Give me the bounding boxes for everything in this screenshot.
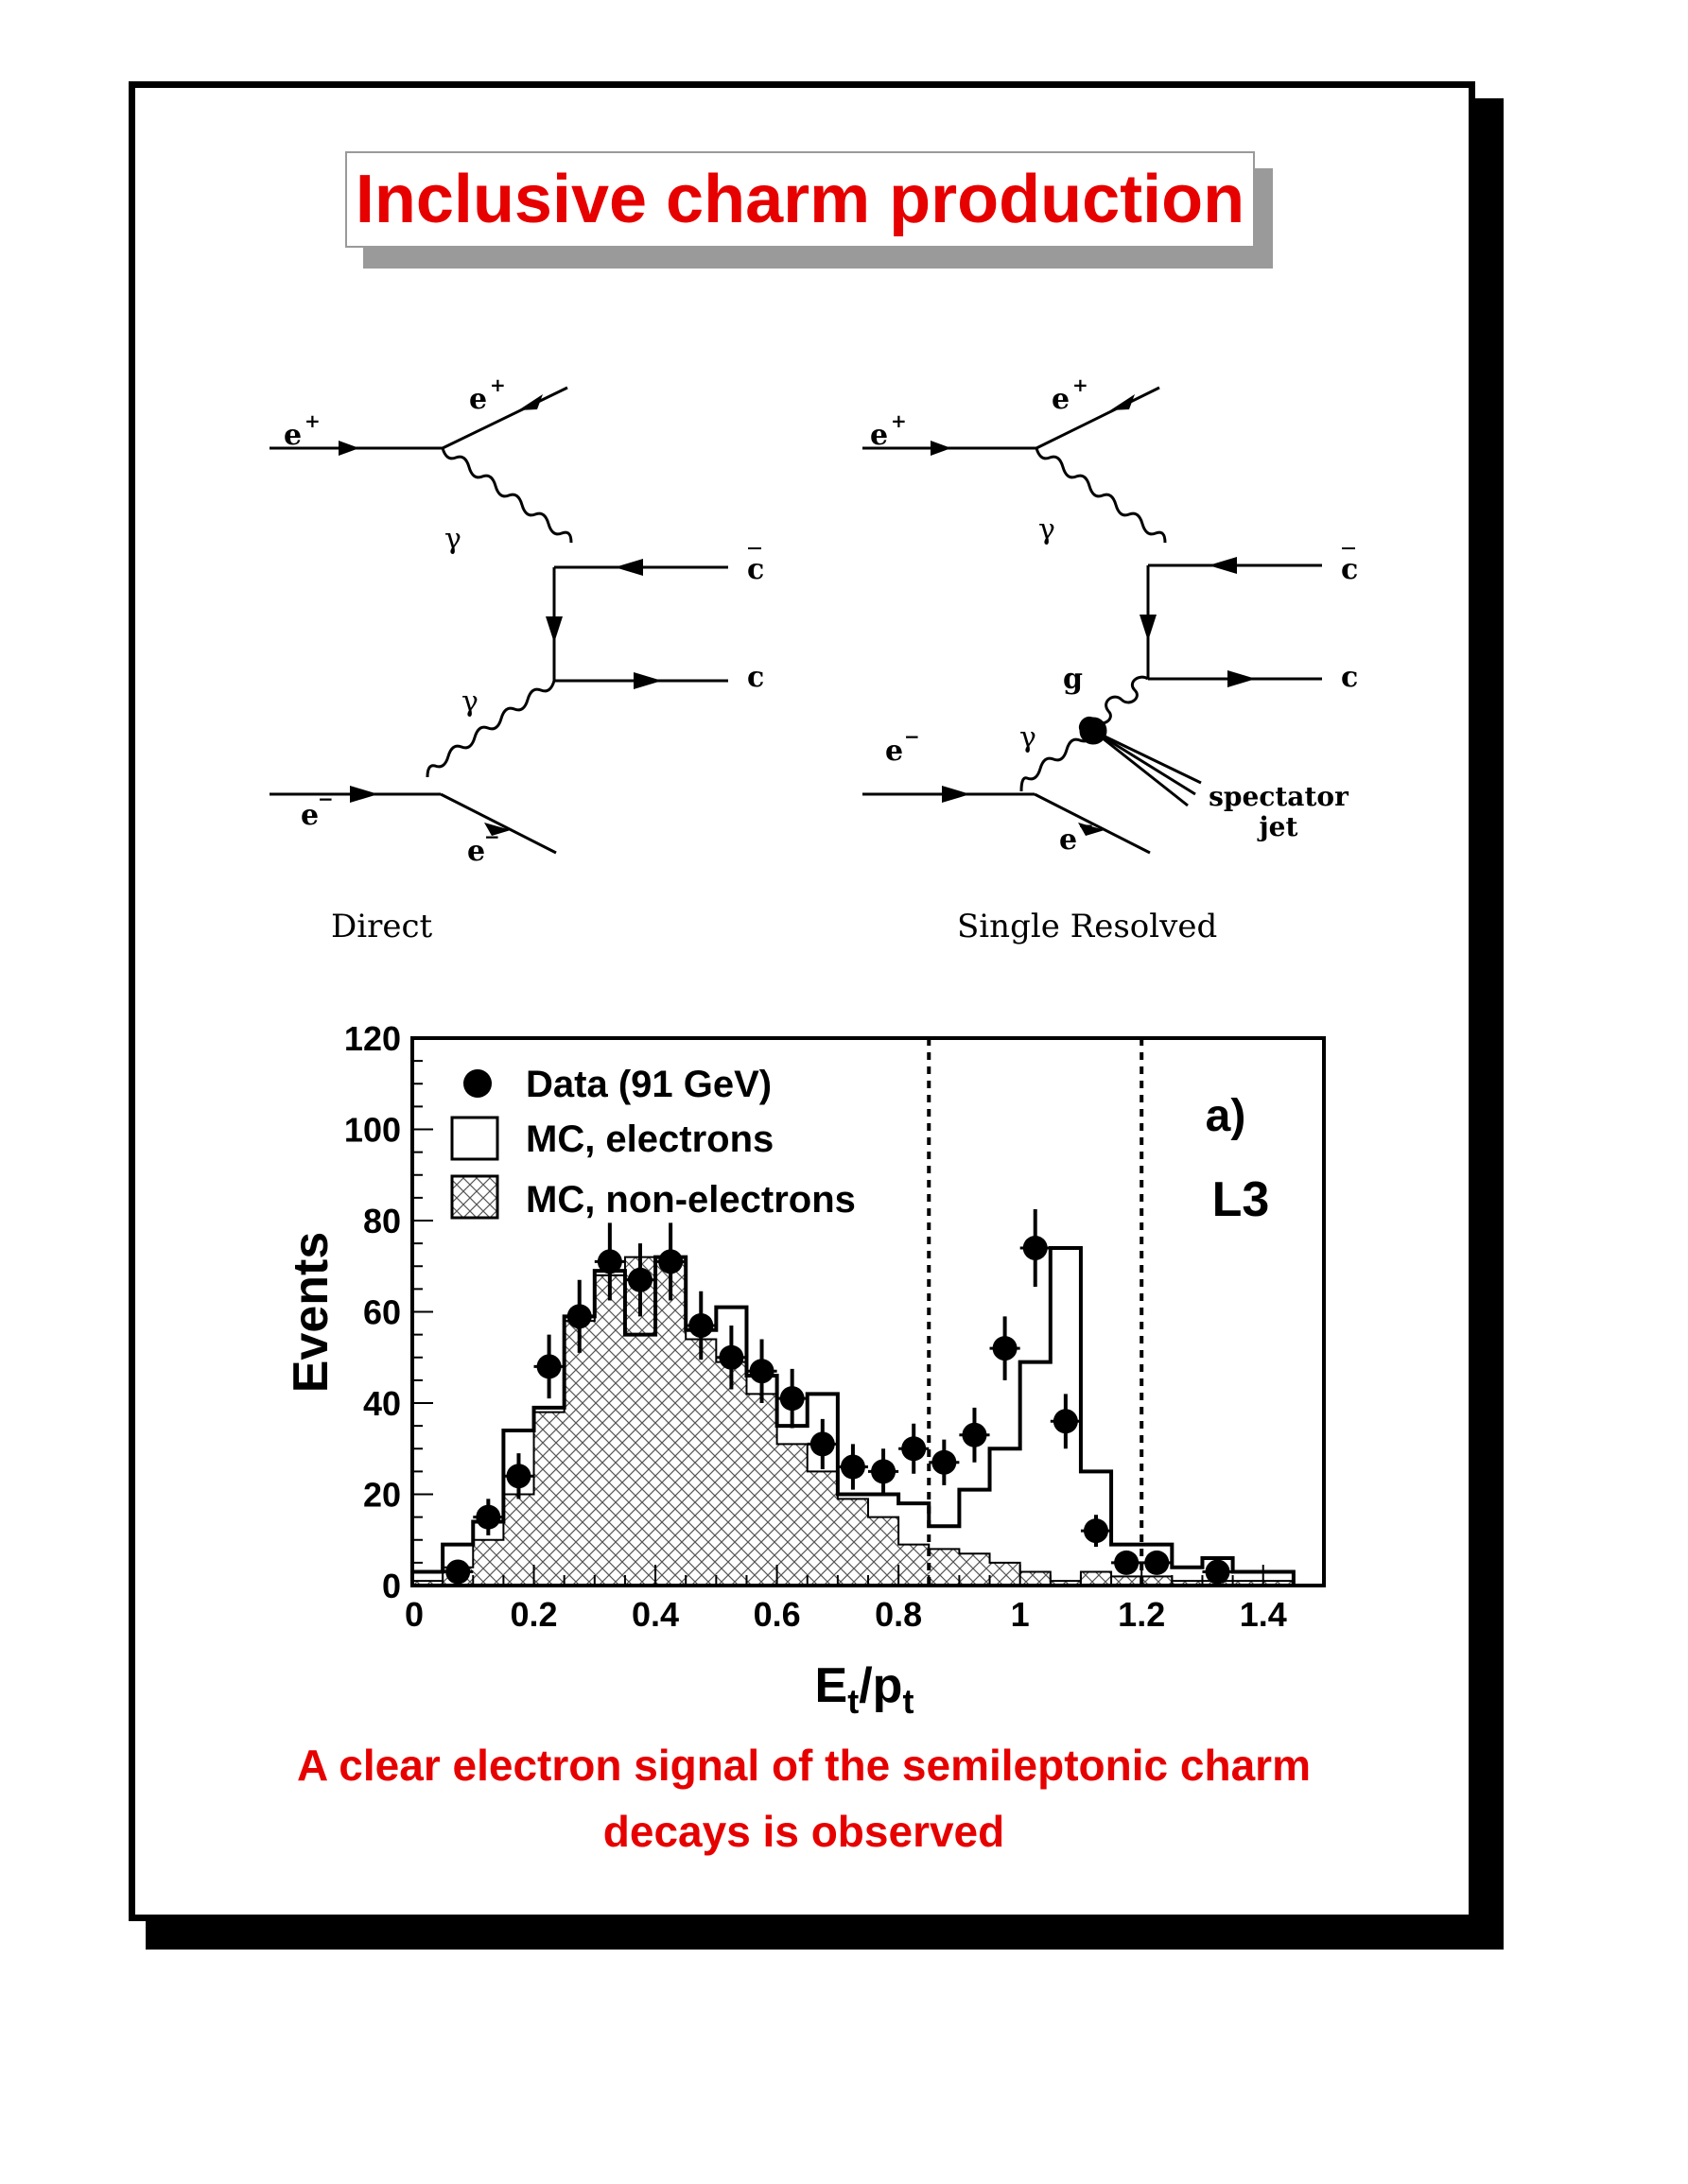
x-tick-label: 0 <box>404 1595 425 1634</box>
y-tick-label: 40 <box>362 1384 401 1423</box>
data-point <box>688 1313 713 1338</box>
data-point <box>1114 1551 1139 1575</box>
data-point <box>445 1560 470 1585</box>
x-tick-label: 0.4 <box>632 1595 680 1634</box>
data-point <box>598 1249 622 1274</box>
direct-label-c: c <box>747 661 765 694</box>
direct-label-e-plus-in: e <box>284 419 303 452</box>
x-tick-label: 1.2 <box>1118 1595 1166 1634</box>
data-point <box>780 1386 805 1411</box>
data-point <box>1144 1551 1169 1575</box>
data-point <box>901 1436 926 1461</box>
x-tick-label: 1 <box>1010 1595 1030 1634</box>
data-point <box>810 1431 835 1456</box>
x-axis-label-sub2: t <box>902 1682 914 1721</box>
resolved-label-e-minus-out: e <box>1059 823 1078 857</box>
data-point <box>871 1459 896 1483</box>
legend-label-data: Data (91 GeV) <box>526 1064 773 1105</box>
y-tick-label: 100 <box>343 1110 401 1150</box>
resolved-label-cbar: c <box>1341 553 1359 586</box>
data-point <box>537 1354 562 1378</box>
resolved-label-e-plus-in: e <box>870 419 889 452</box>
data-point <box>506 1464 531 1488</box>
x-tick-label: 1.4 <box>1239 1595 1287 1634</box>
data-point <box>750 1359 774 1383</box>
x-axis-label-sub1: t <box>847 1682 860 1721</box>
resolved-label-gluon: g <box>1063 663 1083 696</box>
direct-label-e-minus-in: e <box>301 799 320 832</box>
x-axis-label <box>815 1658 914 1721</box>
data-point <box>658 1249 683 1274</box>
direct-charge-4: − <box>484 825 500 848</box>
data-point <box>931 1450 956 1475</box>
data-point <box>476 1505 500 1530</box>
x-axis-label-sep: /p <box>859 1658 903 1713</box>
resolved-caption: Single Resolved <box>957 908 1218 945</box>
resolved-charge-3: − <box>904 725 920 748</box>
data-point <box>628 1268 653 1292</box>
y-tick-label: 0 <box>381 1567 401 1605</box>
resolved-label-e-plus-out: e <box>1052 383 1070 416</box>
direct-charge-1: + <box>305 409 321 432</box>
data-point <box>841 1455 865 1480</box>
legend-symbol-mc-electrons <box>452 1118 497 1159</box>
panel-label: a) <box>1205 1091 1246 1141</box>
y-tick-label: 60 <box>362 1292 401 1332</box>
legend-symbol-data <box>463 1069 492 1098</box>
resolved-label-gamma-bottom: γ <box>1019 721 1036 754</box>
y-tick-label: 80 <box>362 1202 401 1240</box>
x-tick-label: 0.8 <box>875 1595 923 1634</box>
data-point <box>1206 1560 1230 1585</box>
x-axis-label-main: E <box>814 1658 848 1713</box>
legend-label-mc-non-electrons: MC, non-electrons <box>526 1179 856 1221</box>
direct-label-gamma-top: γ <box>444 523 461 556</box>
resolved-charge-1: + <box>891 409 907 432</box>
resolved-charge-4: − <box>1078 814 1094 837</box>
direct-label-gamma-bottom: γ <box>461 685 479 719</box>
y-tick-label: 120 <box>343 1019 401 1058</box>
direct-label-e-plus-out: e <box>469 383 488 416</box>
data-point <box>993 1336 1018 1361</box>
conclusion-line-2: decays is observed <box>602 1807 1005 1856</box>
data-point <box>1023 1236 1048 1260</box>
resolved-label-e-minus-in: e <box>885 735 904 768</box>
y-axis-label: Events <box>284 1231 339 1394</box>
resolved-label-gamma-top: γ <box>1038 513 1055 546</box>
direct-label-cbar: c <box>747 553 765 586</box>
resolved-spectator-label-2: jet <box>1259 811 1298 842</box>
data-point <box>567 1304 592 1328</box>
resolved-label-c: c <box>1341 661 1359 694</box>
direct-charge-3: − <box>318 788 334 810</box>
data-point <box>1053 1409 1078 1433</box>
slide-title: Inclusive charm production <box>355 162 1245 237</box>
conclusion <box>189 1732 1418 1864</box>
data-point <box>1084 1518 1108 1543</box>
x-tick-label: 0.6 <box>753 1595 801 1634</box>
data-point <box>962 1423 986 1447</box>
legend-label-mc-electrons: MC, electrons <box>526 1118 774 1160</box>
resolved-spectator-label-1: spectator <box>1209 781 1349 812</box>
direct-charge-2: + <box>490 373 506 396</box>
legend-symbol-mc-non-electrons <box>452 1176 497 1218</box>
data-point <box>719 1345 743 1370</box>
y-tick-label: 20 <box>362 1475 401 1515</box>
direct-label-e-minus-out: e <box>467 835 486 868</box>
resolved-charge-2: + <box>1072 373 1088 396</box>
conclusion-line-1: A clear electron signal of the semileptonic charm <box>297 1741 1311 1790</box>
experiment-label: L3 <box>1211 1172 1270 1227</box>
direct-caption: Direct <box>331 908 433 945</box>
x-tick-label: 0.2 <box>510 1595 558 1634</box>
